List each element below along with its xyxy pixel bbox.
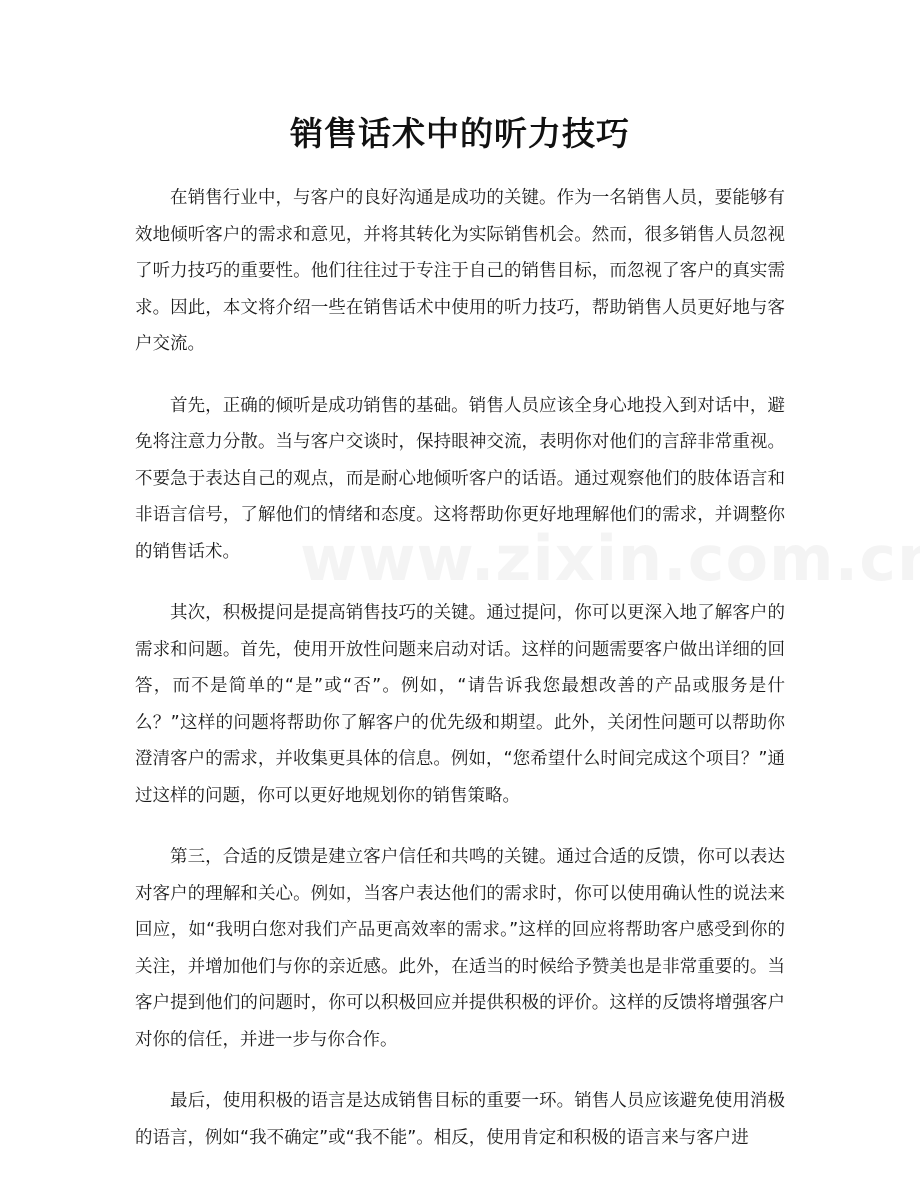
paragraph-positive-language: 最后，使用积极的语言是达成销售目标的重要一环。销售人员应该避免使用消极的语言，例如“我不确定”或“我不能”。相反，使用肯定和积极的语言来与客户进 [135, 1091, 785, 1148]
paragraph-listening: 首先，正确的倾听是成功销售的基础。销售人员应该全身心地投入到对话中，避免将注意力分散。当与客户交谈时，保持眼神交流，表明你对他们的言辞非常重视。不要急于表达自己的观点，而是耐心地倾听客户的话语。通过观察他们的肢体语言和非语言信号，了解他们的情绪和态度。这将帮助你更好地理解他们的需求，并调整你的销售话术。 [135, 395, 785, 562]
page-title: 销售话术中的听力技巧 [290, 114, 630, 153]
paragraph-intro: 在销售行业中，与客户的良好沟通是成功的关键。作为一名销售人员，要能够有效地倾听客户的需求和意见，并将其转化为实际销售机会。然而，很多销售人员忽视了听力技巧的重要性。他们往往过于专注于自己的销售目标，而忽视了客户的真实需求。因此，本文将介绍一些在销售话术中使用的听力技巧，帮助销售人员更好地与客户交流。 [135, 188, 785, 354]
paragraph-feedback: 第三，合适的反馈是建立客户信任和共鸣的关键。通过合适的反馈，你可以表达对客户的理解和关心。例如，当客户表达他们的需求时，你可以使用确认性的说法来回应，如“我明白您对我们产品更高效率的需求。”这样的回应将帮助客户感受到你的关注，并增加他们与你的亲近感。此外，在适当的时候给予赞美也是非常重要的。当客户提到他们的问题时，你可以积极回应并提供积极的评价。这样的反馈将增强客户对你的信任，并进一步与你合作。 [135, 847, 785, 1050]
paragraph-questions: 其次，积极提问是提高销售技巧的关键。通过提问，你可以更深入地了解客户的需求和问题。首先，使用开放性问题来启动对话。这样的问题需要客户做出详细的回答，而不是简单的“是”或“否”。例如，“请告诉我您最想改善的产品或服务是什么？”这样的问题将帮助你了解客户的优先级和期望。此外，关闭性问题可以帮助你澄清客户的需求，并收集更具体的信息。例如，“您希望什么时间完成这个项目？”通过这样的问题，你可以更好地规划你的销售策略。 [135, 603, 785, 806]
document-body [135, 180, 785, 1181]
